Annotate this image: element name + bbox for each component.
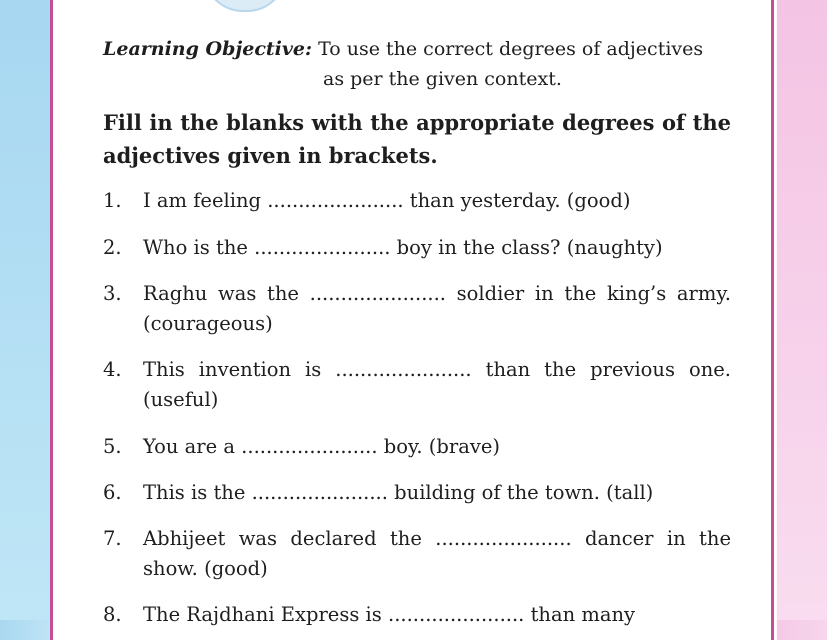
question-text: I am feeling ...................... than yesterday. (good) [143,189,631,212]
learning-objective [103,34,733,94]
top-badge-icon [203,0,287,12]
question-item [103,279,731,339]
question-number: 7. [103,527,122,550]
question-number: 8. [103,603,122,626]
question-text: Raghu was the ...................... soldier in the king’s army. (courageous) [143,282,731,335]
question-item [103,524,731,584]
question-text: Abhijeet was declared the ...................... dancer in the show. (good) [143,527,731,580]
question-item [103,478,731,508]
right-decorative-band [777,0,827,620]
left-decorative-band [0,0,50,620]
question-number: 3. [103,282,122,305]
objective-text-line1: To use the correct degrees of adjectives [318,38,704,60]
question-number: 1. [103,189,122,212]
instruction-heading: Fill in the blanks with the appropriate degrees of the adjectives given in brackets. [103,110,731,168]
question-text: This invention is ...................... than the previous one. (useful) [143,358,731,411]
question-number: 2. [103,236,122,259]
question-item [103,432,731,462]
question-item [103,355,731,415]
question-number: 5. [103,435,122,458]
question-text: This is the ...................... building of the town. (tall) [143,481,654,504]
question-item [103,600,731,630]
question-item [103,233,731,263]
question-text: The Rajdhani Express is ...................... than many [143,603,636,626]
question-number: 4. [103,358,122,381]
question-number: 6. [103,481,122,504]
question-text: You are a ...................... boy. (brave) [143,435,500,458]
objective-label: Learning Objective: [103,38,313,60]
question-text: Who is the ...................... boy in the class? (naughty) [143,236,663,259]
objective-text-line2: as per the given context. [323,68,562,90]
question-item [103,186,731,216]
worksheet-page [50,0,774,640]
